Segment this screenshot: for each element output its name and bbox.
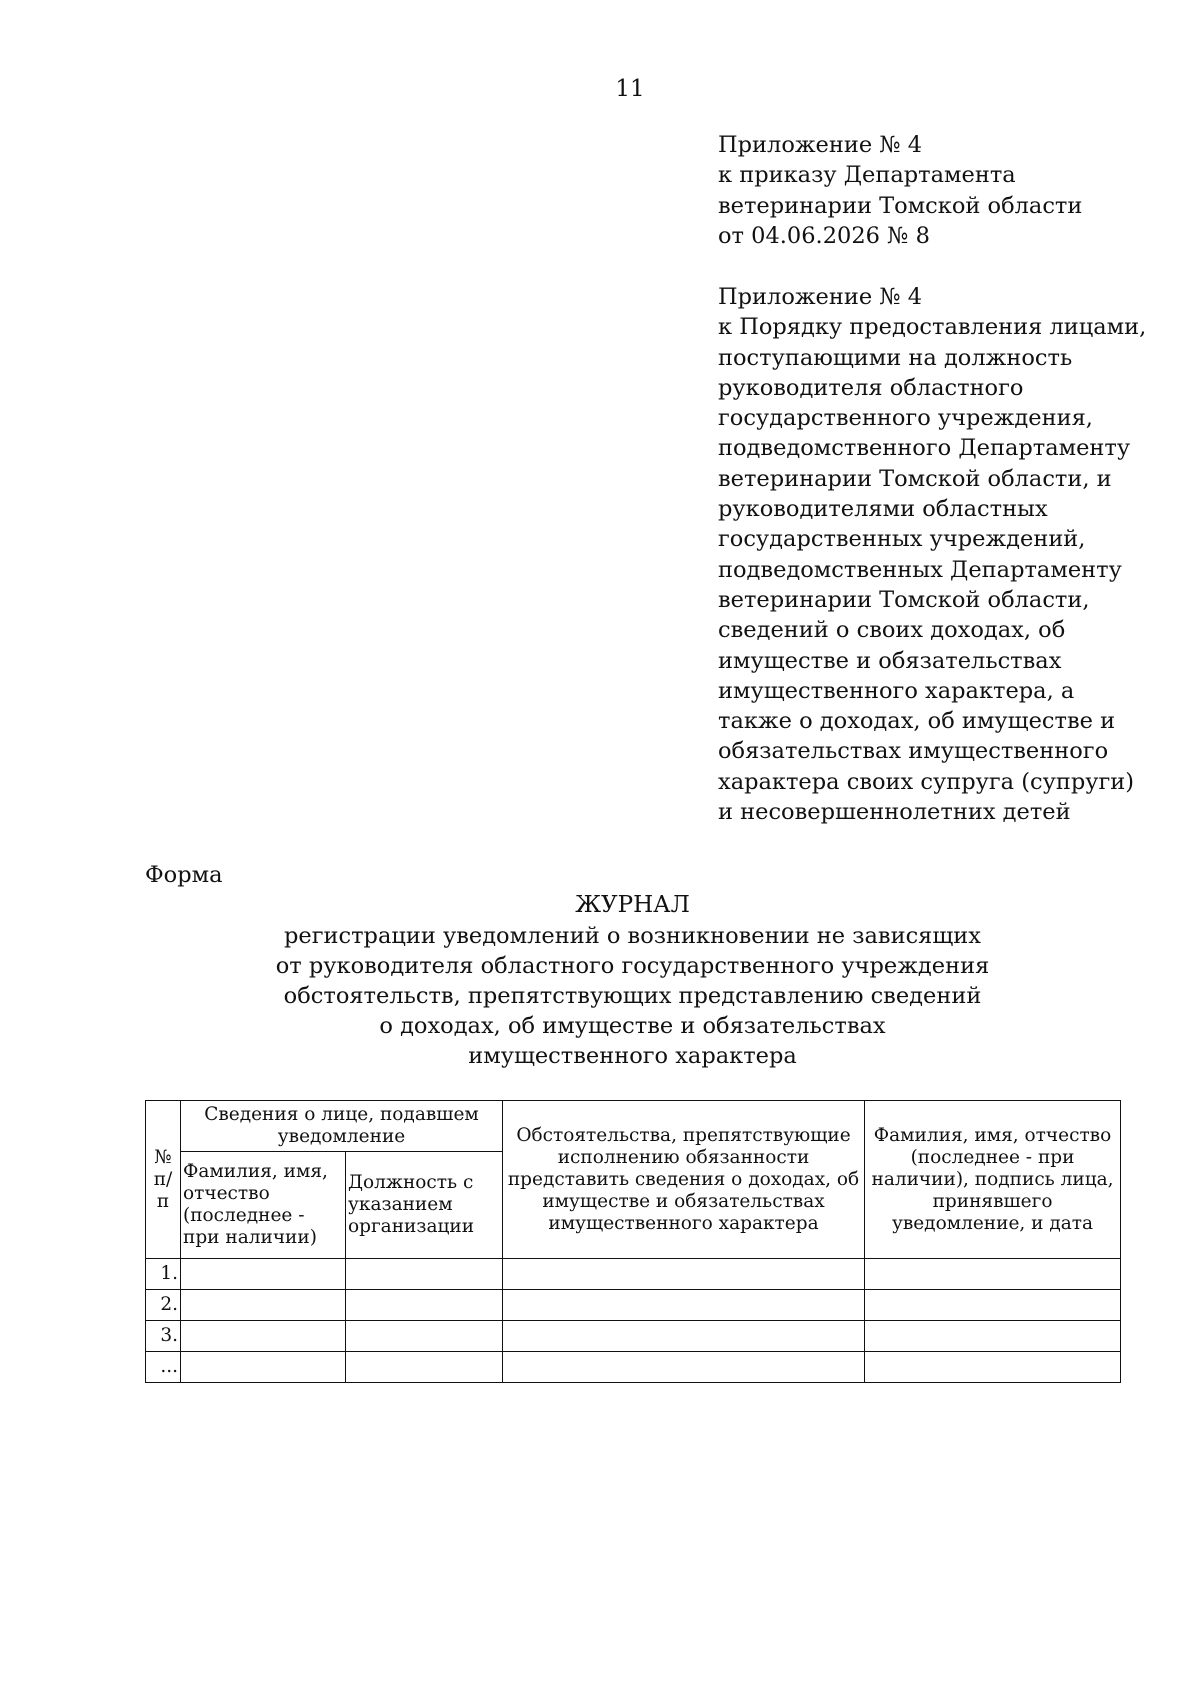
header-fio: Фамилия, имя, отчество (последнее - при наличии) [181, 1152, 346, 1259]
header-receiver: Фамилия, имя, отчество (последнее - при наличии), подпись лица, принявшего уведомление, и дата [865, 1101, 1121, 1259]
form-label: Форма [145, 862, 223, 888]
appendix-order-line: к приказу Департамента [718, 162, 1016, 189]
row-number: ... [146, 1352, 181, 1383]
table-header-row [146, 1101, 1121, 1152]
cell-fio [181, 1352, 346, 1383]
cell-receiver [865, 1321, 1121, 1352]
header-number: № п/п [146, 1101, 181, 1259]
appendix-procedure-line: ветеринарии Томской области, [718, 586, 1090, 613]
cell-position [346, 1321, 503, 1352]
cell-circumstances [503, 1290, 865, 1321]
cell-circumstances [503, 1259, 865, 1290]
journal-subtitle [145, 921, 1120, 1071]
appendix-procedure-line: обязательствах имущественного [718, 738, 1109, 765]
appendix-procedure-line: государственных учреждений, [718, 526, 1086, 553]
cell-fio [181, 1259, 346, 1290]
cell-receiver [865, 1352, 1121, 1383]
appendix-procedure-line: Приложение № 4 [718, 284, 923, 310]
cell-position [346, 1352, 503, 1383]
journal-subtitle-line: обстоятельств, препятствующих представлению сведений [283, 983, 982, 1009]
appendix-procedure-line: имущественного характера, а [718, 677, 1075, 704]
appendix-procedure-line: подведомственных Департаменту [718, 556, 1122, 583]
cell-receiver [865, 1259, 1121, 1290]
table-row [146, 1352, 1121, 1383]
table-row [146, 1259, 1121, 1290]
appendix-procedure-line: также о доходах, об имуществе и [718, 708, 1116, 735]
table-row [146, 1321, 1121, 1352]
appendix-procedure-line: руководителя областного [718, 374, 1024, 401]
header-position: Должность с указанием организации [346, 1152, 503, 1259]
appendix-procedure-line: руководителями областных [718, 496, 1048, 523]
appendix-order-line: от 04.06.2026 № 8 [718, 222, 930, 249]
row-number: 2. [146, 1290, 181, 1321]
cell-circumstances [503, 1352, 865, 1383]
cell-fio [181, 1321, 346, 1352]
journal-subtitle-line: имущественного характера [468, 1043, 797, 1069]
appendix-procedure-block [718, 282, 1188, 827]
appendix-order-block [718, 130, 1188, 251]
appendix-procedure-line: государственного учреждения, [718, 405, 1093, 432]
cell-fio [181, 1290, 346, 1321]
appendix-procedure-line: характера своих супруга (супруги) [718, 768, 1135, 795]
appendix-procedure-line: поступающими на должность [718, 344, 1073, 371]
header-circumstances: Обстоятельства, препятствующие исполнению обязанности представить сведения о доходах, об имуществе и обязательствах имущественного характера [503, 1101, 865, 1259]
journal-table [145, 1100, 1121, 1383]
journal-title: ЖУРНАЛ [575, 892, 690, 918]
journal-subtitle-line: от руководителя областного государственного учреждения [275, 953, 990, 979]
appendix-procedure-line: к Порядку предоставления лицами, [718, 314, 1147, 341]
appendix-order-line: Приложение № 4 [718, 132, 923, 158]
appendix-procedure-line: ветеринарии Томской области, и [718, 465, 1112, 492]
header-person-group: Сведения о лице, подавшем уведомление [181, 1101, 503, 1152]
cell-position [346, 1259, 503, 1290]
appendix-procedure-line: подведомственного Департаменту [718, 435, 1131, 462]
appendix-procedure-line: сведений о своих доходах, об [718, 617, 1066, 644]
appendix-order-line: ветеринарии Томской области [718, 192, 1083, 219]
appendix-procedure-line: имуществе и обязательствах [718, 647, 1062, 674]
cell-circumstances [503, 1321, 865, 1352]
cell-position [346, 1290, 503, 1321]
row-number: 1. [146, 1259, 181, 1290]
journal-subtitle-line: о доходах, об имуществе и обязательствах [379, 1013, 886, 1039]
cell-receiver [865, 1290, 1121, 1321]
journal-subtitle-line: регистрации уведомлений о возникновении не зависящих [284, 923, 981, 949]
table-row [146, 1290, 1121, 1321]
appendix-procedure-line: и несовершеннолетних детей [718, 799, 1071, 826]
page-number: 11 [615, 76, 645, 102]
row-number: 3. [146, 1321, 181, 1352]
